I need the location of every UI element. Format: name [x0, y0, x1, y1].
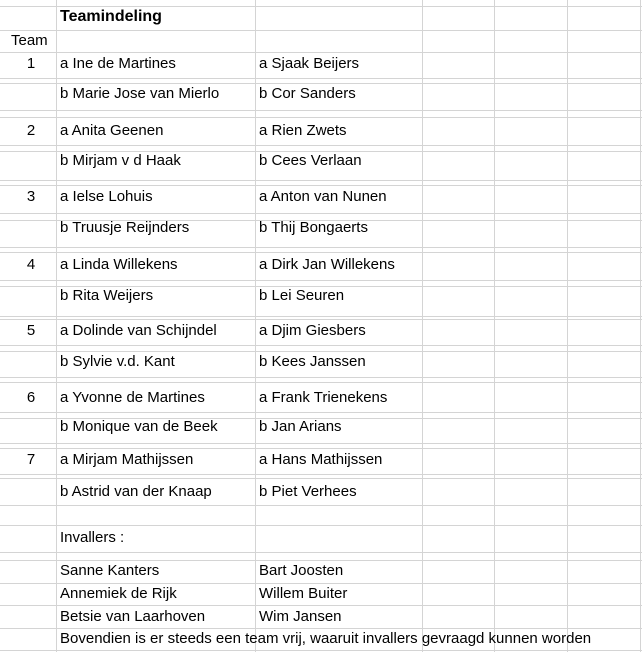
team-column-header[interactable]: Team: [11, 32, 48, 49]
row-gridline: [0, 252, 642, 253]
column-gridline: [640, 0, 641, 652]
team-number[interactable]: 7: [26, 451, 36, 468]
row-gridline: [0, 117, 642, 118]
player-a-right[interactable]: a Frank Trienekens: [259, 389, 388, 406]
player-b-right[interactable]: b Thij Bongaerts: [259, 219, 368, 236]
invaller-right[interactable]: Willem Buiter: [259, 585, 348, 602]
row-gridline: [0, 650, 642, 651]
invaller-left[interactable]: Betsie van Laarhoven: [60, 608, 206, 625]
player-b-left[interactable]: b Marie Jose van Mierlo: [60, 85, 220, 102]
player-a-right[interactable]: a Djim Giesbers: [259, 322, 366, 339]
row-gridline: [0, 78, 642, 79]
row-gridline: [0, 552, 642, 553]
column-gridline: [56, 0, 57, 652]
row-gridline: [0, 213, 642, 214]
invaller-right[interactable]: Wim Jansen: [259, 608, 342, 625]
team-number[interactable]: 5: [26, 322, 36, 339]
row-gridline: [0, 474, 642, 475]
player-a-right[interactable]: a Sjaak Beijers: [259, 55, 360, 72]
column-gridline: [567, 0, 568, 652]
player-b-left[interactable]: b Monique van de Beek: [60, 418, 218, 435]
player-b-right[interactable]: b Kees Janssen: [259, 353, 366, 370]
row-gridline: [0, 412, 642, 413]
row-gridline: [0, 145, 642, 146]
row-gridline: [0, 345, 642, 346]
player-b-left[interactable]: b Sylvie v.d. Kant: [60, 353, 175, 370]
row-gridline: [0, 247, 642, 248]
row-gridline: [0, 30, 642, 31]
invaller-left[interactable]: Sanne Kanters: [60, 562, 160, 579]
player-a-left[interactable]: a Ielse Lohuis: [60, 188, 153, 205]
player-a-left[interactable]: a Ine de Martines: [60, 55, 176, 72]
player-a-right[interactable]: a Dirk Jan Willekens: [259, 256, 395, 273]
player-a-left[interactable]: a Yvonne de Martines: [60, 389, 205, 406]
player-a-left[interactable]: a Linda Willekens: [60, 256, 178, 273]
team-number[interactable]: 1: [26, 55, 36, 72]
sheet-title[interactable]: Teamindeling: [60, 8, 162, 25]
team-number[interactable]: 2: [26, 122, 36, 139]
invallers-label[interactable]: Invallers :: [60, 529, 125, 546]
team-number[interactable]: 4: [26, 256, 36, 273]
row-gridline: [0, 377, 642, 378]
column-gridline: [255, 0, 256, 652]
player-a-right[interactable]: a Anton van Nunen: [259, 188, 387, 205]
player-b-right[interactable]: b Cor Sanders: [259, 85, 356, 102]
player-a-right[interactable]: a Hans Mathijssen: [259, 451, 383, 468]
row-gridline: [0, 280, 642, 281]
column-gridline: [494, 0, 495, 652]
player-b-right[interactable]: b Piet Verhees: [259, 483, 357, 500]
row-gridline: [0, 316, 642, 317]
row-gridline: [0, 110, 642, 111]
player-b-left[interactable]: b Truusje Reijnders: [60, 219, 190, 236]
column-gridline: [422, 0, 423, 652]
row-gridline: [0, 382, 642, 383]
player-b-left[interactable]: b Rita Weijers: [60, 287, 154, 304]
invaller-left[interactable]: Annemiek de Rijk: [60, 585, 177, 602]
player-a-left[interactable]: a Anita Geenen: [60, 122, 164, 139]
player-b-right[interactable]: b Cees Verlaan: [259, 152, 362, 169]
row-gridline: [0, 505, 642, 506]
row-gridline: [0, 478, 642, 479]
team-number[interactable]: 3: [26, 188, 36, 205]
footer-note[interactable]: Bovendien is er steeds een team vrij, waaruit invallers gevraagd kunnen worden: [60, 630, 592, 647]
invaller-right[interactable]: Bart Joosten: [259, 562, 344, 579]
player-b-right[interactable]: b Lei Seuren: [259, 287, 345, 304]
player-a-left[interactable]: a Mirjam Mathijssen: [60, 451, 194, 468]
row-gridline: [0, 525, 642, 526]
row-gridline: [0, 180, 642, 181]
player-a-right[interactable]: a Rien Zwets: [259, 122, 347, 139]
player-b-left[interactable]: b Mirjam v d Haak: [60, 152, 181, 169]
player-a-left[interactable]: a Dolinde van Schijndel: [60, 322, 217, 339]
team-number[interactable]: 6: [26, 389, 36, 406]
row-gridline: [0, 443, 642, 444]
player-b-left[interactable]: b Astrid van der Knaap: [60, 483, 212, 500]
player-b-right[interactable]: b Jan Arians: [259, 418, 342, 435]
